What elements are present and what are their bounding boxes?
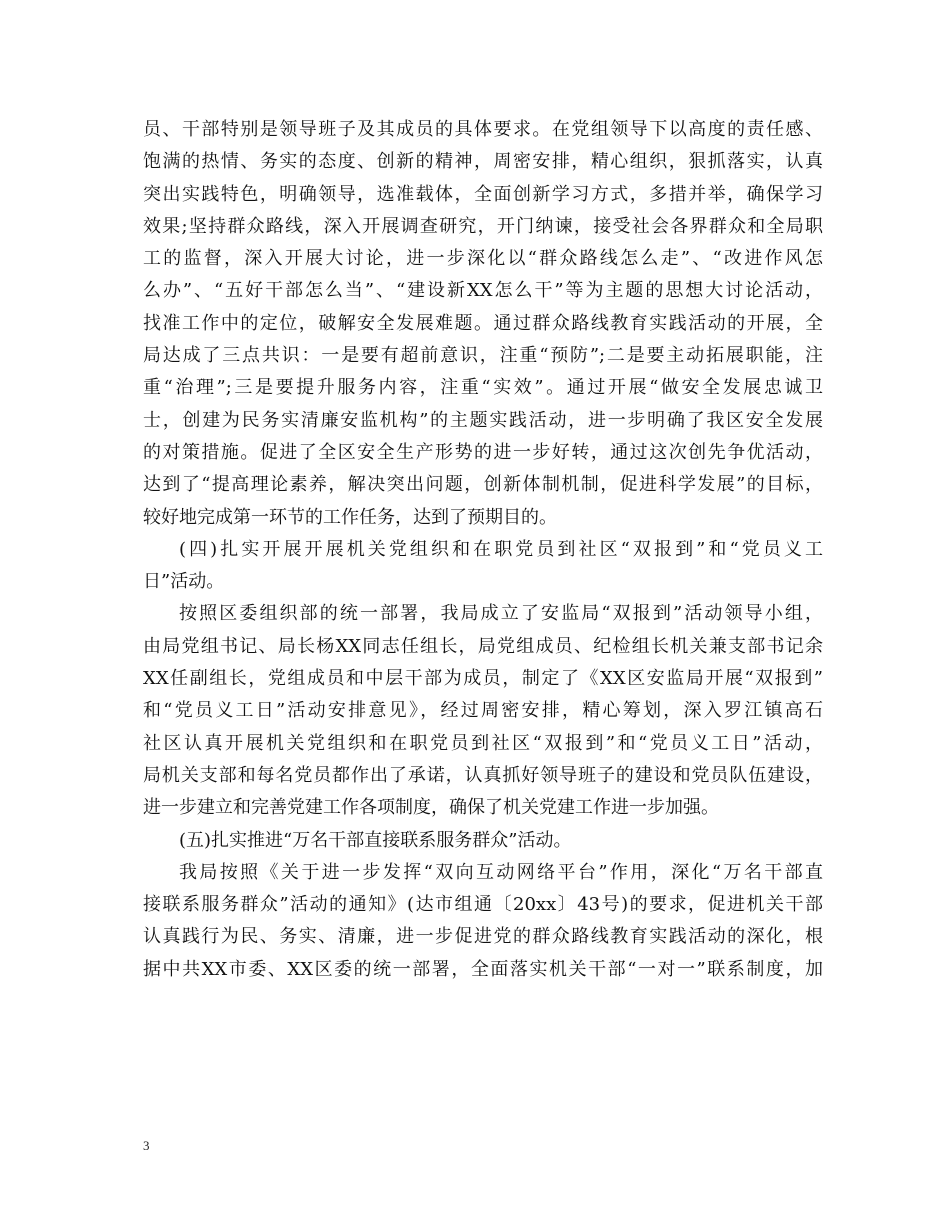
paragraph-1-line: 工的监督，深入开展大讨论，进一步深化以“群众路线怎么走”、“改进作风怎	[143, 248, 823, 270]
paragraph-1-line: 局达成了三点共识：一是要有超前意识，注重“预防”;二是要主动拓展职能，注	[143, 345, 823, 367]
paragraph-5-line: 据中共XX市委、XX区委的统一部署，全面落实机关干部“一对一”联系制度，加	[143, 958, 823, 980]
paragraph-1-line: 效果;坚持群众路线，深入开展调查研究，开门纳谏，接受社会各界群众和全局职	[143, 215, 823, 237]
paragraph-5-line: 接联系服务群众”活动的通知》(达市组通〔20xx〕43号)的要求，促进机关干部	[143, 894, 823, 916]
paragraph-1-line: 饱满的热情、务实的态度、创新的精神，周密安排，精心组织，狠抓落实，认真	[143, 151, 823, 173]
paragraph-1-line: 找准工作中的定位，破解安全发展难题。通过群众路线教育实践活动的开展，全	[143, 312, 823, 334]
paragraph-4-line: (五)扎实推进“万名干部直接联系服务群众”活动。	[179, 829, 572, 851]
paragraph-1-line: 员、干部特别是领导班子及其成员的具体要求。在党组领导下以高度的责任感、	[143, 119, 823, 140]
paragraph-2-line: 日”活动。	[143, 571, 225, 593]
paragraph-1-line: 士，创建为民务实清廉安监机构”的主题实践活动，进一步明确了我区安全发展	[143, 409, 823, 431]
paragraph-3-line: 进一步建立和完善党建工作各项制度，确保了机关党建工作进一步加强。	[143, 797, 719, 819]
paragraph-1-line: 较好地完成第一环节的工作任务，达到了预期目的。	[143, 506, 557, 528]
paragraph-1-line: 重“治理”;三是要提升服务内容，注重“实效”。通过开展“做安全发展忠诚卫	[143, 377, 823, 399]
paragraph-5-line: 我局按照《关于进一步发挥“双向互动网络平台”作用，深化“万名干部直	[179, 861, 823, 883]
paragraph-3-line: 社区认真开展机关党组织和在职党员到社区“双报到”和“党员义工日”活动，	[143, 732, 823, 754]
paragraph-3-line: 和“党员义工日”活动安排意见》，经过周密安排，精心筹划，深入罗江镇高石	[143, 700, 823, 722]
paragraph-1-line: 的对策措施。促进了全区安全生产形势的进一步好转，通过这次创先争优活动，	[143, 441, 823, 463]
document-body	[143, 114, 823, 986]
page-number: 3	[143, 1138, 150, 1153]
paragraph-3-line: 由局党组书记、局长杨XX同志任组长，局党组成员、纪检组长机关兼支部书记余	[143, 635, 823, 657]
paragraph-1-line: 么办”、“五好干部怎么当”、“建设新XX怎么干”等为主题的思想大讨论活动，	[143, 280, 823, 302]
paragraph-3-line: 局机关支部和每名党员都作出了承诺，认真抓好领导班子的建设和党员队伍建设，	[143, 764, 823, 786]
paragraph-2-line: (四)扎实开展开展机关党组织和在职党员到社区“双报到”和“党员义工	[179, 538, 823, 560]
paragraph-3-line: 按照区委组织部的统一部署，我局成立了安监局“双报到”活动领导小组，	[179, 603, 823, 625]
paragraph-1-line: 突出实践特色，明确领导，选准载体，全面创新学习方式，多措并举，确保学习	[143, 183, 823, 205]
paragraph-3-line: XX任副组长，党组成员和中层干部为成员，制定了《XX区安监局开展“双报到”	[143, 668, 823, 690]
paragraph-5-line: 认真践行为民、务实、清廉，进一步促进党的群众路线教育实践活动的深化，根	[143, 926, 823, 948]
paragraph-1-line: 达到了“提高理论素养，解决突出问题，创新体制机制，促进科学发展”的目标，	[143, 474, 823, 496]
